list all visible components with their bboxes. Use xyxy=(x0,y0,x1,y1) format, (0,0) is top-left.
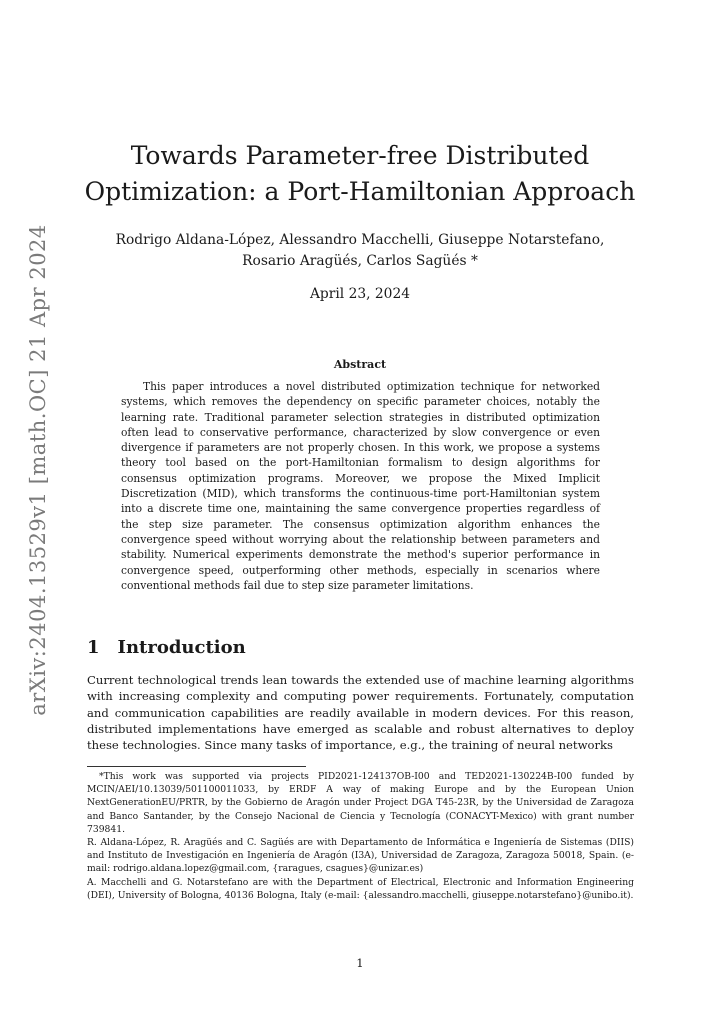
introduction-paragraph: Current technological trends lean towards the extended use of machine learning algorithms with increasing complexity and computing power requirements. Fortunately, computation and communication capabilities are readily available in modern devices. For this reason, distributed implementations have emerged as scalable and robust alternatives to deploy these technologies. Since many tasks of importance, e.g., the training of neural networks xyxy=(87,673,634,753)
footnote-funding: *This work was supported via projects PID2021-124137OB-I00 and TED2021-130224B-I00 funded by MCIN/AEI/10.13039/501100011033, by ERDF A way of making Europe and by the European Union NextGenerationEU/PRTR, by the Gobierno de Aragón under Project DGA T45-23R, by the Universidad de Zaragoza and Banco Santander, by the Consejo Nacional de Ciencia y Tecnología (CONACYT-Mexico) with grant number 739841. xyxy=(87,771,634,835)
author-list xyxy=(60,230,660,272)
abstract-text: This paper introduces a novel distributed optimization technique for networked systems, which removes the dependency on specific parameter choices, notably the learning rate. Traditional parameter selection strategies in distributed optimization often lead to conservative performance, characterized by slow convergence or even divergence if parameters are not properly chosen. In this work, we propose a systems theory tool based on the port-Hamiltonian formalism to design algorithms for consensus optimization programs. Moreover, we propose the Mixed Implicit Discretization (MID), which transforms the continuous-time port-Hamiltonian system into a discrete time one, maintaining the same convergence properties regardless of the step size parameter. The consensus optimization algorithm enhances the convergence speed without worrying about the relationship between parameters and stability. Numerical experiments demonstrate the method's superior performance in convergence speed, outperforming other methods, especially in scenarios where conventional methods fail due to step size parameter limitations. xyxy=(121,380,600,592)
section-number: 1 xyxy=(87,637,100,658)
footnotes xyxy=(87,770,634,902)
author-line: Rodrigo Aldana-López, Alessandro Macchelli, Giuseppe Notarstefano, xyxy=(115,232,605,248)
publication-date: April 23, 2024 xyxy=(309,286,411,302)
section-heading xyxy=(87,637,246,658)
footnote-divider xyxy=(87,766,306,767)
author-line: Rosario Aragüés, Carlos Sagüés * xyxy=(242,253,478,269)
footnote-affiliation-bologna: A. Macchelli and G. Notarstefano are with the Department of Electrical, Electronic and Information Engineering (DEI), University of Bologna, 40136 Bologna, Italy (e-mail: {alessandro.macchelli, giuseppe.notarstefano}@unibo.it). xyxy=(87,876,634,901)
paper-title: Towards Parameter-free Distributed Optimization: a Port-Hamiltonian Approach xyxy=(84,141,636,206)
footnote-affiliation-zaragoza: R. Aldana-López, R. Aragüés and C. Sagüés are with Departamento de Informática e Ingeniería de Sistemas (DIIS) and Instituto de Investigación en Ingeniería de Aragón (I3A), Universidad de Zaragoza, Zaragoza 50018, Spain. (e-mail: rodrigo.aldana.lopez@gmail.com, {raragues, csagues}@unizar.es) xyxy=(87,837,634,875)
page-number: 1 xyxy=(356,956,364,970)
section-title: Introduction xyxy=(117,637,246,658)
abstract-heading: Abstract xyxy=(333,358,387,371)
arxiv-identifier-stamp: arXiv:2404.13529v1 [math.OC] 21 Apr 2024 xyxy=(26,224,50,716)
